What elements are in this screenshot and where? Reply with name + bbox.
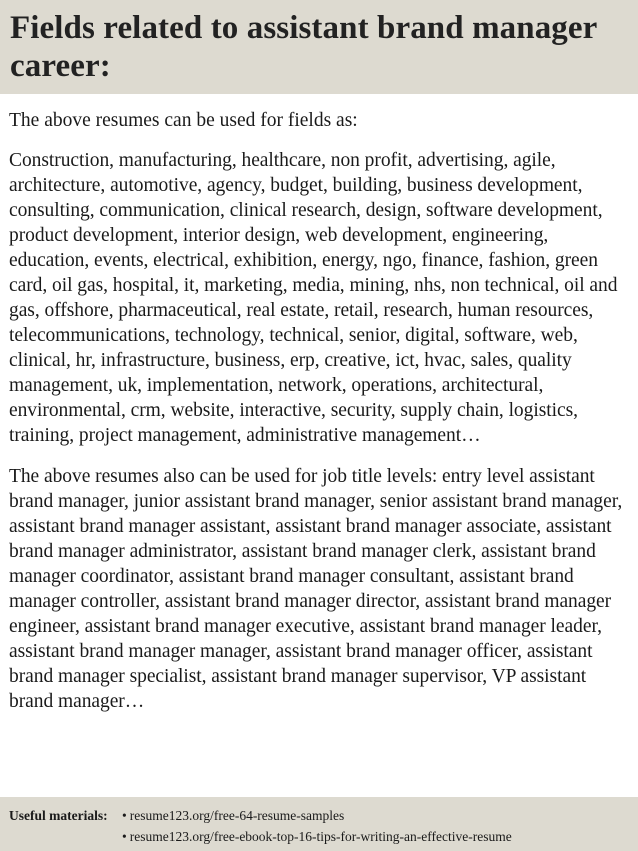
header-band	[0, 0, 638, 94]
footer-row-2	[9, 826, 638, 847]
useful-materials-label: Useful materials:	[9, 808, 108, 823]
bullet-icon: •	[122, 808, 127, 823]
fields-intro: The above resumes can be used for fields as:	[9, 110, 358, 131]
page-title	[10, 9, 628, 85]
page-title-colon: :	[99, 48, 111, 84]
footer-band	[0, 797, 638, 851]
footer-row-1	[9, 805, 638, 826]
footer-label-spacer	[9, 826, 122, 847]
footer-link-item[interactable]	[122, 805, 344, 826]
job-title-levels: The above resumes also can be used for job title levels: entry level assistant brand manager, junior assistant brand manager, senior assistant brand manager, assistant brand manager assistant, assistant brand manager associate, assistant brand manager administrator, assistant brand manager clerk, assistant brand manager coordinator, assistant brand manager consultant, assistant brand manager controller, assistant brand manager director, assistant brand manager engineer, assistant brand manager executive, assistant brand manager leader, assistant brand manager manager, assistant brand manager officer, assistant brand manager specialist, assistant brand manager supervisor, VP assistant brand manager…	[9, 466, 623, 712]
page-title-text: Fields related to assistant brand manager career	[10, 10, 597, 84]
resume-samples-link[interactable]: resume123.org/free-64-resume-samples	[129, 808, 345, 823]
content-body	[0, 94, 638, 714]
resume-ebook-link[interactable]: resume123.org/free-ebook-top-16-tips-for-writing-an-effective-resume	[129, 829, 512, 844]
fields-list: Construction, manufacturing, healthcare, non profit, advertising, agile, architecture, automotive, agency, budget, building, business development, consulting, communication, clinical research, design, software development, product development, interior design, web development, engineering, education, events, electrical, exhibition, energy, ngo, finance, fashion, green card, oil gas, hospital, it, marketing, media, mining, nhs, non technical, oil and gas, offshore, pharmaceutical, real estate, retail, research, human resources, telecommunications, technology, technical, senior, digital, software, web, clinical, hr, infrastructure, business, erp, creative, ict, hvac, sales, quality management, uk, implementation, network, operations, architectural, environmental, crm, website, interactive, security, supply chain, logistics, training, project management, administrative management…	[9, 150, 618, 446]
bullet-icon: •	[122, 829, 127, 844]
footer-link-item[interactable]	[122, 826, 512, 847]
